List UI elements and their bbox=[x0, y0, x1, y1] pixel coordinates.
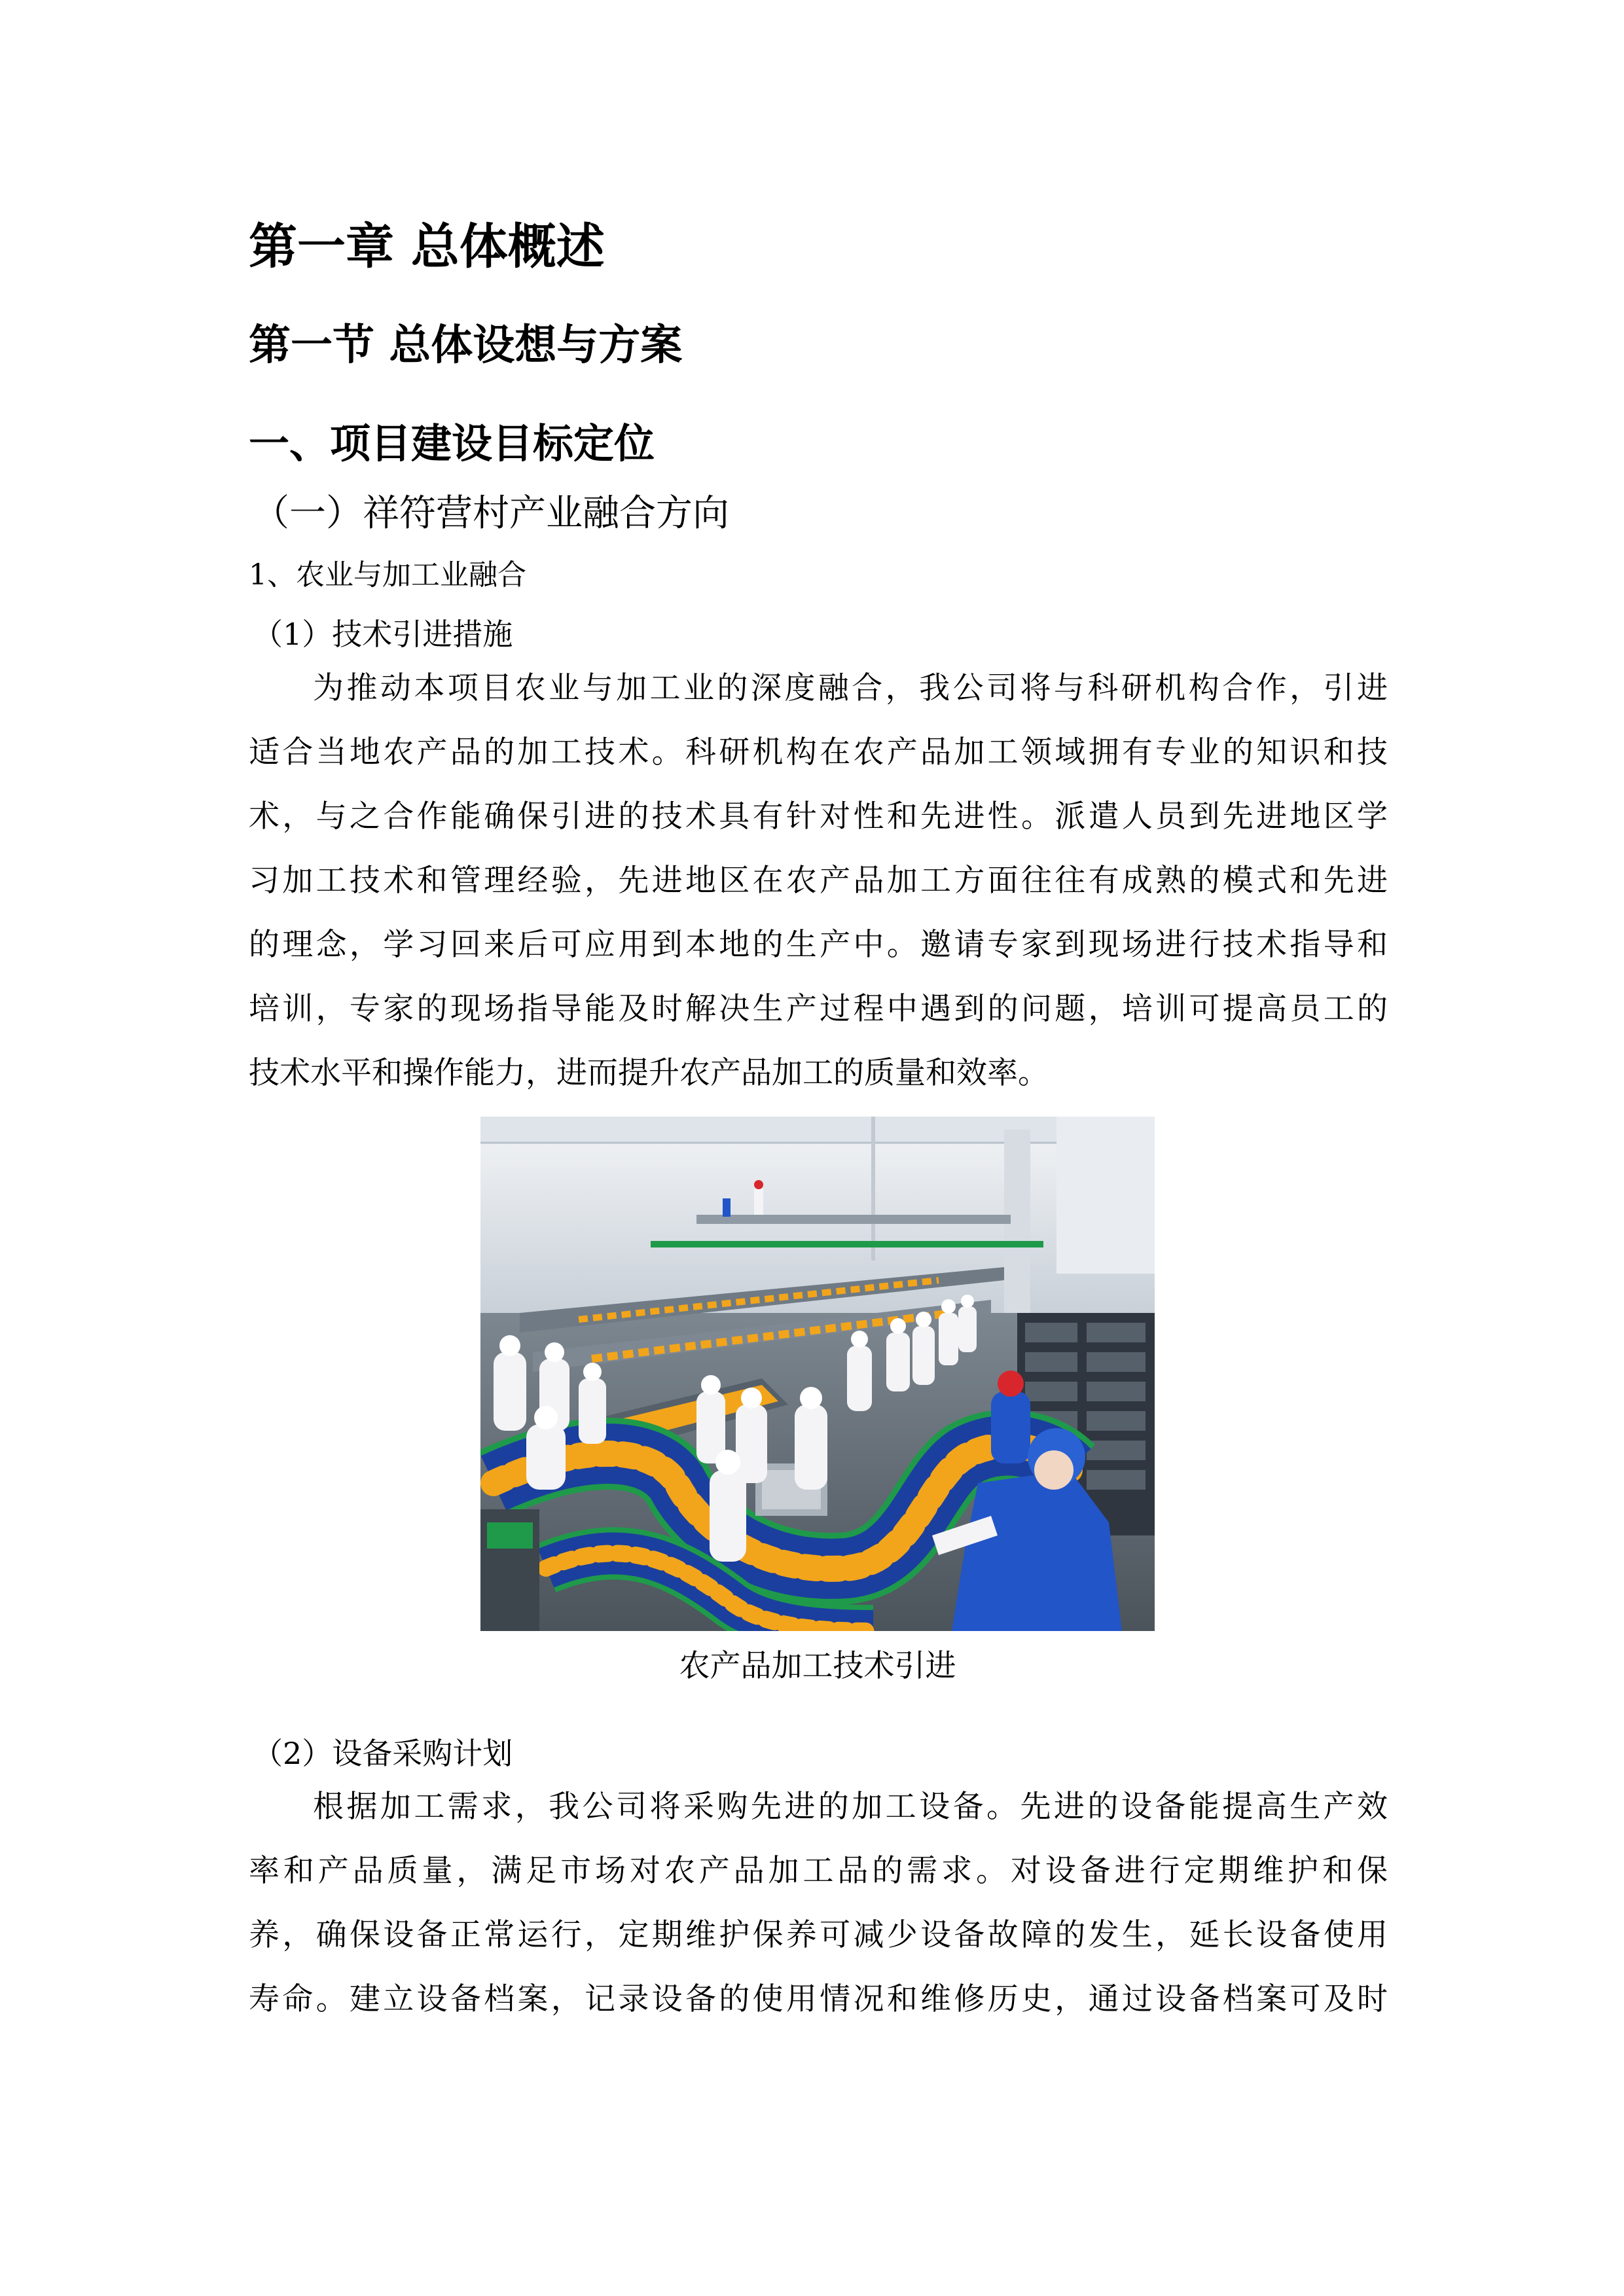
figure-caption: 农产品加工技术引进 bbox=[679, 1648, 956, 1684]
paragraph-line: 养，确保设备正常运行，定期维护保养可减少设备故障的发生，延长设备使用 bbox=[249, 1917, 1388, 1953]
subsection-title: 一、项目建设目标定位 bbox=[249, 420, 655, 467]
point-2-title: （2）设备采购计划 bbox=[253, 1736, 513, 1771]
paragraph-line: 术，与之合作能确保引进的技术具有针对性和先进性。派遣人员到先进地区学 bbox=[249, 798, 1388, 834]
paragraph-line: 寿命。建立设备档案，记录设备的使用情况和维修历史，通过设备档案可及时 bbox=[249, 1981, 1388, 2017]
item-title: 1、农业与加工业融合 bbox=[249, 558, 526, 592]
sub-subsection-title: （一）祥符营村产业融合方向 bbox=[253, 492, 729, 535]
section-title: 第一节 总体设想与方案 bbox=[249, 321, 683, 370]
paragraph-line: 习加工技术和管理经验，先进地区在农产品加工方面往往有成熟的模式和先进 bbox=[249, 863, 1388, 899]
paragraph-line: 根据加工需求，我公司将采购先进的加工设备。先进的设备能提高生产效 bbox=[313, 1789, 1388, 1825]
paragraph-line: 技术水平和操作能力，进而提升农产品加工的质量和效率。 bbox=[249, 1055, 1049, 1091]
point-1-title: （1）技术引进措施 bbox=[253, 617, 513, 652]
point-1-paragraph bbox=[249, 656, 1388, 1105]
paragraph-line: 的理念，学习回来后可应用到本地的生产中。邀请专家到现场进行技术指导和 bbox=[249, 927, 1388, 963]
chapter-title: 第一章 总体概述 bbox=[249, 219, 605, 275]
paragraph-line: 培训，专家的现场指导能及时解决生产过程中遇到的问题，培训可提高员工的 bbox=[249, 991, 1388, 1027]
point-2-paragraph bbox=[249, 1775, 1388, 2032]
factory-illustration bbox=[480, 1117, 1155, 1631]
paragraph-line: 适合当地农产品的加工技术。科研机构在农产品加工领域拥有专业的知识和技 bbox=[249, 734, 1388, 770]
paragraph-line: 为推动本项目农业与加工业的深度融合，我公司将与科研机构合作，引进 bbox=[313, 670, 1388, 706]
factory-photo bbox=[480, 1117, 1155, 1631]
paragraph-line: 率和产品质量，满足市场对农产品加工品的需求。对设备进行定期维护和保 bbox=[249, 1853, 1388, 1889]
